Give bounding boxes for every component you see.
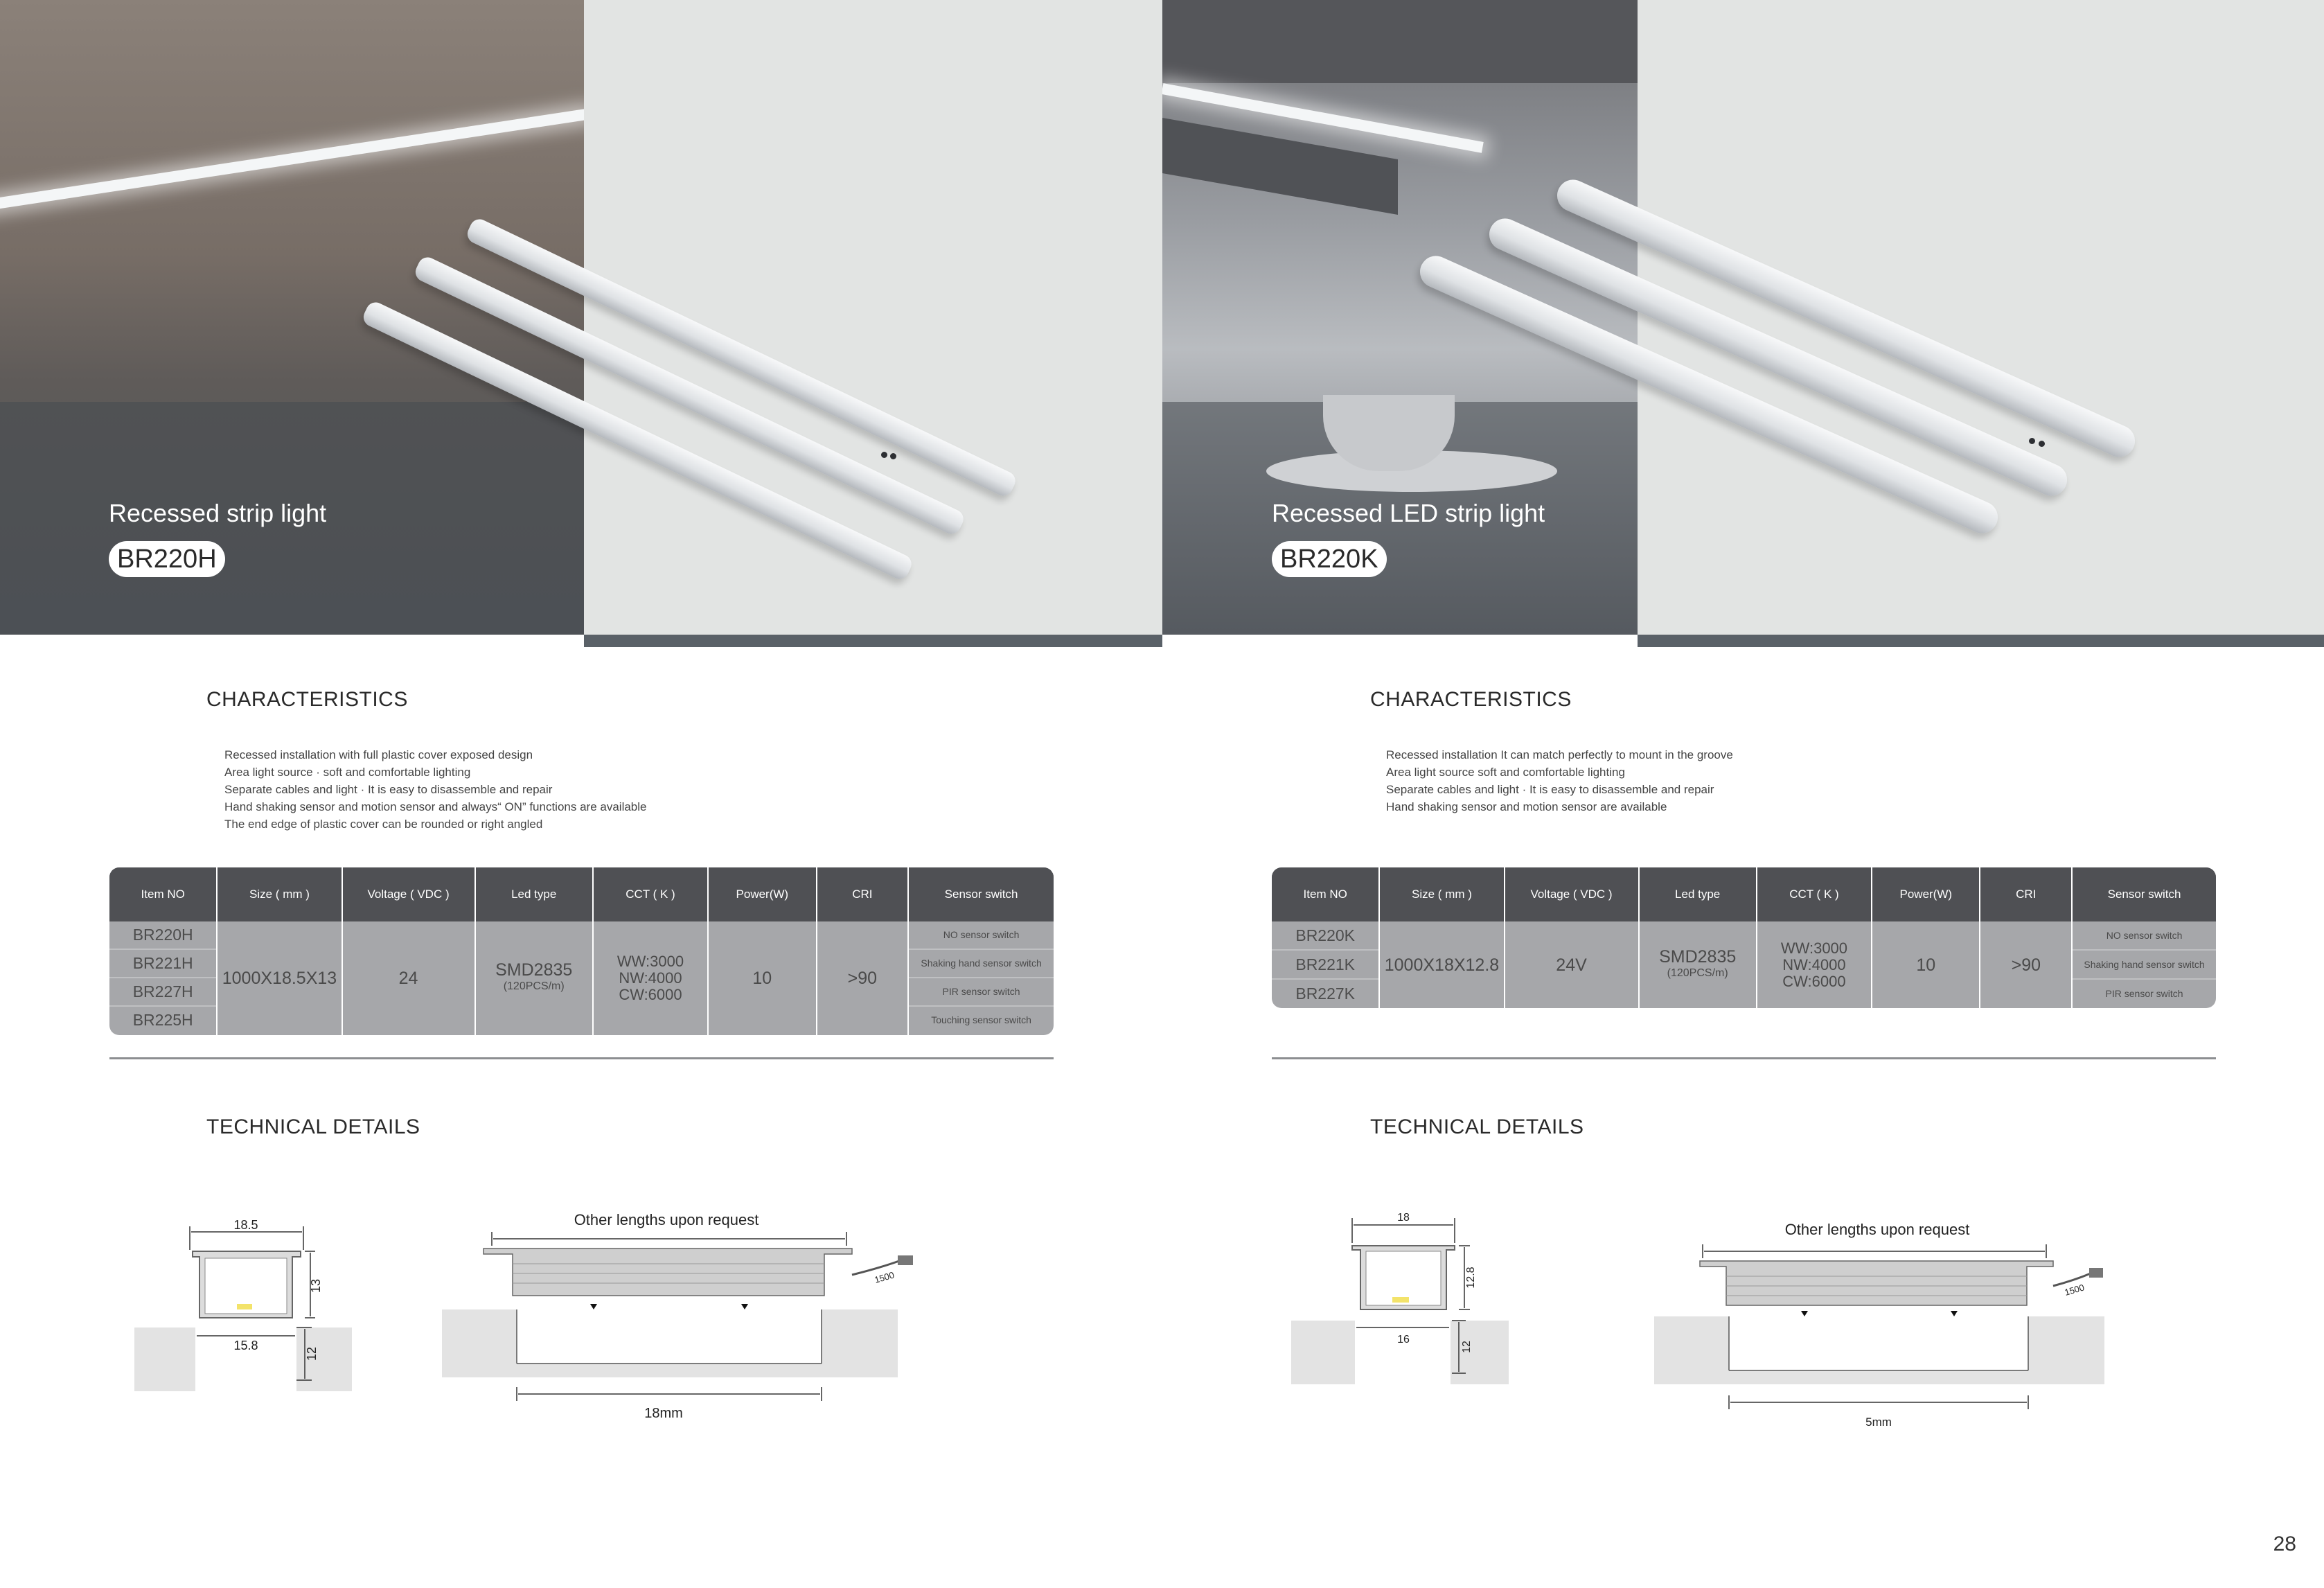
table-row: BR221K xyxy=(1272,951,1378,980)
power-cell xyxy=(1872,921,1980,1008)
column-header: Led type xyxy=(476,867,594,921)
table-row: BR221H xyxy=(109,950,216,978)
led-type-cell xyxy=(476,921,594,1035)
cct-value: WW:3000 xyxy=(617,953,684,970)
column-header: Sensor switch xyxy=(2107,888,2181,901)
led-type-value: SMD2835 xyxy=(495,960,573,980)
spec-table xyxy=(1272,867,2216,1008)
table-row: Shaking hand sensor switch xyxy=(909,950,1054,978)
cct-cell xyxy=(1757,921,1872,1008)
length-note: Other lengths upon request xyxy=(574,1211,759,1228)
dimension-label: 13 xyxy=(309,1278,323,1294)
table-row: BR227H xyxy=(109,978,216,1007)
size-value: 1000X18.5X13 xyxy=(222,969,337,988)
power-value: 10 xyxy=(1916,955,1936,975)
right-product-page xyxy=(1162,0,2324,1588)
size-cell xyxy=(218,921,342,1035)
profile-cross-section-drawing xyxy=(1288,1206,1517,1393)
cct-cell xyxy=(594,921,709,1035)
spec-table xyxy=(109,867,1054,1035)
list-item: Area light source · soft and comfortable lighting xyxy=(224,766,471,779)
spec-table-header xyxy=(109,867,1054,921)
dimension-label: 16 xyxy=(1397,1334,1410,1346)
table-row: BR225H xyxy=(132,1011,193,1029)
led-type-cell xyxy=(1640,921,1757,1008)
table-row: Touching sensor switch xyxy=(931,1014,1031,1025)
list-item: The end edge of plastic cover can be rounded or right angled xyxy=(224,818,543,831)
slot-width-label: 5mm xyxy=(1865,1415,1892,1429)
power-cell xyxy=(709,921,817,1035)
size-value: 1000X18X12.8 xyxy=(1384,955,1500,975)
column-header: Led type xyxy=(1640,867,1757,921)
column-header: Power(W) xyxy=(709,867,817,921)
table-row: BR220K xyxy=(1272,921,1378,951)
sensor-icon xyxy=(881,452,887,458)
spec-table-body xyxy=(1272,921,2216,1008)
characteristics-list xyxy=(1386,746,1733,815)
characteristics-list xyxy=(224,746,647,833)
cct-value: NW:4000 xyxy=(619,969,682,987)
product-title: Recessed strip light xyxy=(109,499,327,527)
table-row: NO sensor switch xyxy=(909,921,1054,950)
hero-accent-bar xyxy=(584,635,1162,647)
page-number: 28 xyxy=(2273,1533,2296,1555)
voltage-value: 24V xyxy=(1556,955,1587,975)
column-header: Voltage ( VDC ) xyxy=(1505,867,1640,921)
power-value: 10 xyxy=(752,969,772,988)
table-row: PIR sensor switch xyxy=(909,978,1054,1007)
cable-length-label: 1500 xyxy=(2063,1282,2086,1298)
sensor-icon xyxy=(890,453,896,459)
voltage-value: 24 xyxy=(398,969,418,988)
cct-value: NW:4000 xyxy=(1782,955,1846,973)
list-item: Separate cables and light · It is easy to disassemble and repair xyxy=(224,783,553,796)
column-header: Size ( mm ) xyxy=(1380,867,1505,921)
cct-value: WW:3000 xyxy=(1780,939,1848,957)
characteristics-title: CHARACTERISTICS xyxy=(206,688,408,711)
cct-value: CW:6000 xyxy=(619,986,682,1003)
column-header: CRI xyxy=(1980,867,2073,921)
size-cell xyxy=(1380,921,1505,1008)
hero-accent-bar xyxy=(1638,635,2324,647)
hero-background xyxy=(1638,0,2324,635)
column-header: Sensor switch xyxy=(944,888,1018,901)
cct-value: CW:6000 xyxy=(1782,972,1846,990)
dimension-label: 12 xyxy=(1461,1341,1473,1353)
dimension-label: 18.5 xyxy=(233,1218,258,1232)
led-density-value: (120PCS/m) xyxy=(503,980,565,992)
voltage-cell xyxy=(1505,921,1640,1008)
length-note: Other lengths upon request xyxy=(1784,1221,1970,1238)
column-header: CCT ( K ) xyxy=(594,867,709,921)
shelf-underside xyxy=(1162,0,1638,83)
table-row: BR220H xyxy=(109,921,216,950)
table-row: NO sensor switch xyxy=(2073,921,2216,951)
product-code-badge: BR220H xyxy=(109,541,225,577)
list-item: Separate cables and light · It is easy to disassemble and repair xyxy=(1386,783,1714,796)
technical-details-title: TECHNICAL DETAILS xyxy=(1370,1115,1584,1138)
cri-value: >90 xyxy=(847,969,878,988)
list-item: Recessed installation with full plastic cover exposed design xyxy=(224,748,533,761)
table-row: BR227K xyxy=(1295,985,1356,1003)
section-divider xyxy=(1272,1057,2216,1059)
cable-length-label: 1500 xyxy=(873,1269,896,1285)
table-row: Shaking hand sensor switch xyxy=(2073,951,2216,980)
sensor-column xyxy=(909,921,1054,1035)
column-header: Item NO xyxy=(109,867,218,921)
item-column xyxy=(1272,921,1380,1008)
cabinet-light-line xyxy=(0,108,584,210)
list-item: Area light source soft and comfortable lighting xyxy=(1386,766,1625,779)
spec-table-header xyxy=(1272,867,2216,921)
led-density-value: (120PCS/m) xyxy=(1667,967,1728,979)
product-title: Recessed LED strip light xyxy=(1272,499,1545,527)
installation-drawing xyxy=(436,1206,935,1434)
sensor-icon xyxy=(2039,441,2045,447)
dimension-label: 15.8 xyxy=(233,1339,258,1352)
characteristics-title: CHARACTERISTICS xyxy=(1370,688,1572,711)
cri-value: >90 xyxy=(2011,955,2041,975)
dimension-label: 18 xyxy=(1397,1212,1410,1224)
slot-width-label: 18mm xyxy=(644,1406,683,1421)
column-header: Voltage ( VDC ) xyxy=(343,867,476,921)
column-header: Size ( mm ) xyxy=(218,867,342,921)
item-column xyxy=(109,921,218,1035)
column-header: CCT ( K ) xyxy=(1757,867,1872,921)
hero-photo xyxy=(0,0,584,635)
list-item: Hand shaking sensor and motion sensor and always“ ON” functions are available xyxy=(224,800,647,813)
spec-table-body xyxy=(109,921,1054,1035)
section-divider xyxy=(109,1057,1054,1059)
list-item: Recessed installation It can match perfectly to mount in the groove xyxy=(1386,748,1733,761)
cri-cell xyxy=(817,921,910,1035)
cri-cell xyxy=(1980,921,2073,1008)
product-code-badge: BR220K xyxy=(1272,541,1387,577)
led-type-value: SMD2835 xyxy=(1659,946,1737,967)
sensor-icon xyxy=(2029,438,2035,444)
dimension-label: 12.8 xyxy=(1465,1267,1477,1289)
profile-cross-section-drawing xyxy=(132,1212,360,1400)
dimension-label: 12 xyxy=(305,1346,319,1361)
technical-details-title: TECHNICAL DETAILS xyxy=(206,1115,420,1138)
installation-drawing xyxy=(1651,1214,2109,1443)
voltage-cell xyxy=(343,921,476,1035)
list-item: Hand shaking sensor and motion sensor are available xyxy=(1386,800,1667,813)
sensor-column xyxy=(2073,921,2216,1008)
column-header: CRI xyxy=(817,867,910,921)
column-header: Power(W) xyxy=(1872,867,1980,921)
shelf-edge xyxy=(1162,118,1398,215)
table-row: PIR sensor switch xyxy=(2105,988,2183,999)
column-header: Item NO xyxy=(1272,867,1380,921)
